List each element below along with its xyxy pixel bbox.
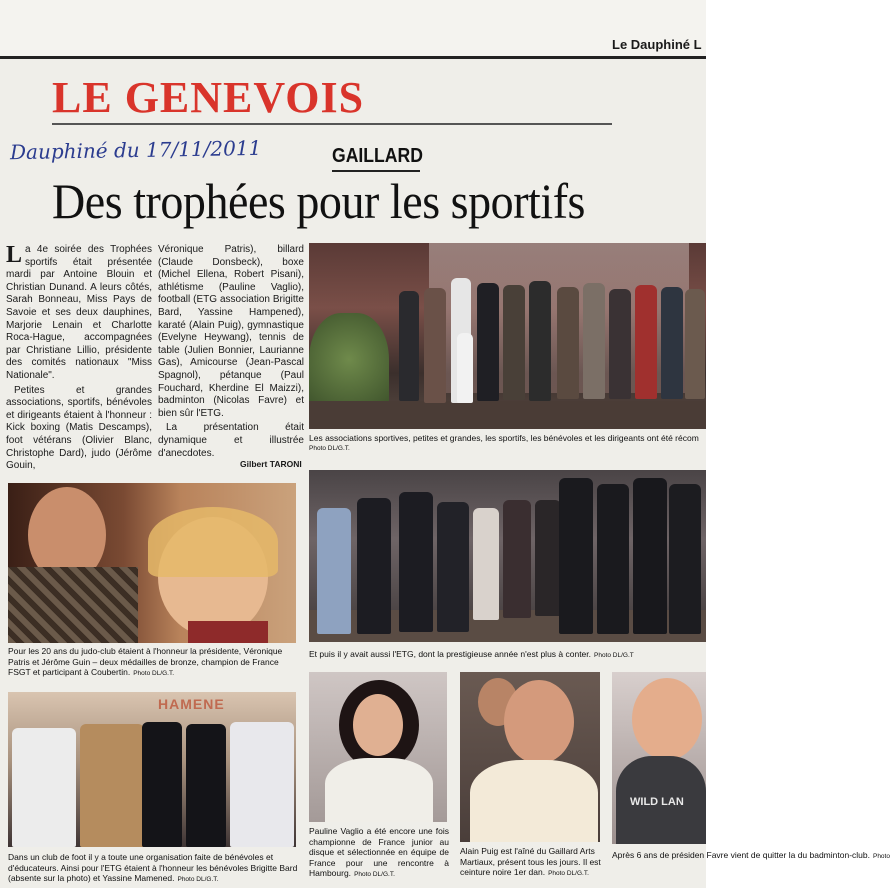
shirt-text: WILD LAN: [630, 796, 684, 808]
caption-etg-text: Et puis il y avait aussi l'ETG, dont la prestigieuse année n'est plus à conter.: [309, 649, 592, 659]
column-2-paragraph-2: La présentation était dynamique et illustrée d'anecdotes.: [158, 422, 304, 459]
masthead-rule: [0, 56, 706, 59]
caption-vaglio: [309, 826, 449, 881]
caption-award-group-credit: Photo DL/G.T.: [309, 444, 350, 452]
caption-judo: [8, 646, 298, 680]
section-rule: [52, 123, 612, 125]
banner-text: HAMENE: [158, 696, 225, 712]
article-kicker: GAILLARD: [332, 145, 423, 167]
caption-puig: [460, 846, 602, 880]
photo-etg-team: [309, 470, 706, 642]
handwritten-date-note: Dauphiné du 17/11/2011: [9, 135, 262, 165]
article-column-1: [6, 244, 152, 475]
caption-vaglio-text: Pauline Vaglio a été encore une fois championne de France junior au disque et sélectionnée en équipe de France pour une rencontre à Hambourg.: [309, 826, 449, 878]
caption-puig-credit: Photo DL/G.T.: [548, 870, 589, 877]
caption-etg-credit: Photo DL/G.T: [594, 652, 634, 659]
caption-award-group-text: Les associations sportives, petites et grandes, les sportifs, les bénévoles et les dirigeants ont été récom: [309, 433, 699, 443]
article-column-2: [158, 244, 304, 462]
photo-pauline-vaglio: [309, 672, 447, 822]
caption-foot-text: Dans un club de foot il y a toute une organisation faite de bénévoles et d'éducateurs. Ainsi pour l'ETG étaient à l'honneur les bénévoles Brigitte Bard (absente sur la photo) et Yassine Mamened.: [8, 852, 298, 883]
caption-favre: [612, 850, 890, 863]
column-1-paragraph-2: Petites et grandes associations, sportifs, bénévoles et dirigeants étaient à l'honneur : Kick boxing (Matis Descamps), foot vétérans (Olivier Blanc, Christophe Dard), judo (Jérôme Gouin,: [6, 384, 152, 472]
byline: Gilbert TARONI: [240, 459, 302, 469]
column-2-paragraph-1: Véronique Patris), billard (Claude Donsbeck), boxe (Michel Ellena, Robert Pisani), athlétisme (Pauline Vaglio), football (ETG association Brigitte Bard, Yassine Hampened), karaté (Alain Puig), gymnastique (Evelyne Heywang), tennis de table (Julien Bonnier, Laurianne Gas), Amicourse (Jean-Pascal Spagnol), pétanque (Paul Fouchard, Kherdine El Maizzi), badminton (Nicolas Favre) et bien sûr l'ETG.: [158, 244, 304, 419]
newspaper-name: Le Dauphiné L: [612, 37, 702, 52]
caption-vaglio-credit: Photo DL/G.T.: [354, 871, 395, 878]
caption-etg: [309, 649, 706, 662]
photo-judo-club: [8, 483, 296, 643]
photo-alain-puig: [460, 672, 600, 842]
caption-puig-text: Alain Puig est l'aîné du Gaillard Arts Martiaux, présent tous les jours. Il est ceinture noire 1er dan.: [460, 846, 601, 877]
section-title: LE GENEVOIS: [52, 73, 365, 122]
kicker-underline: [332, 170, 420, 172]
article-headline: Des trophées pour les sportifs: [52, 173, 585, 229]
caption-foot-credit: Photo DL/G.T.: [177, 876, 219, 883]
photo-football-volunteers: [8, 692, 296, 847]
caption-award-group: [309, 433, 706, 454]
dropcap: L: [6, 242, 23, 268]
photo-favre: [612, 672, 706, 844]
masthead: [0, 0, 706, 58]
column-1-paragraph-1: [6, 244, 152, 383]
caption-foot: [8, 852, 306, 886]
caption-judo-text: Pour les 20 ans du judo-club étaient à l'honneur la présidente, Véronique Patris et Jérôme Guin – deux médailles de bronze, champion de France FSGT et participant à Coubertin.: [8, 646, 283, 677]
photo-award-group-stage: [309, 243, 706, 429]
caption-judo-credit: Photo DL/G.T.: [133, 670, 175, 677]
caption-favre-text: Après 6 ans de présiden Favre vient de quitter la du badminton-club.: [612, 850, 870, 860]
column-1-paragraph-1-text: a 4e soirée des Trophées sportifs était présentée mardi par Antoine Blouin et Christian Dunand. A leurs côtés, Sarah Bonneau, Miss Pays de Savoie et ses deux dauphines, Marjorie Lenain et Charlotte Roca-Hague, accompagnées par Christiane Lillio, présidente des comités nationaux "Miss Nationale".: [6, 244, 152, 381]
caption-favre-credit: Photo: [872, 853, 890, 860]
